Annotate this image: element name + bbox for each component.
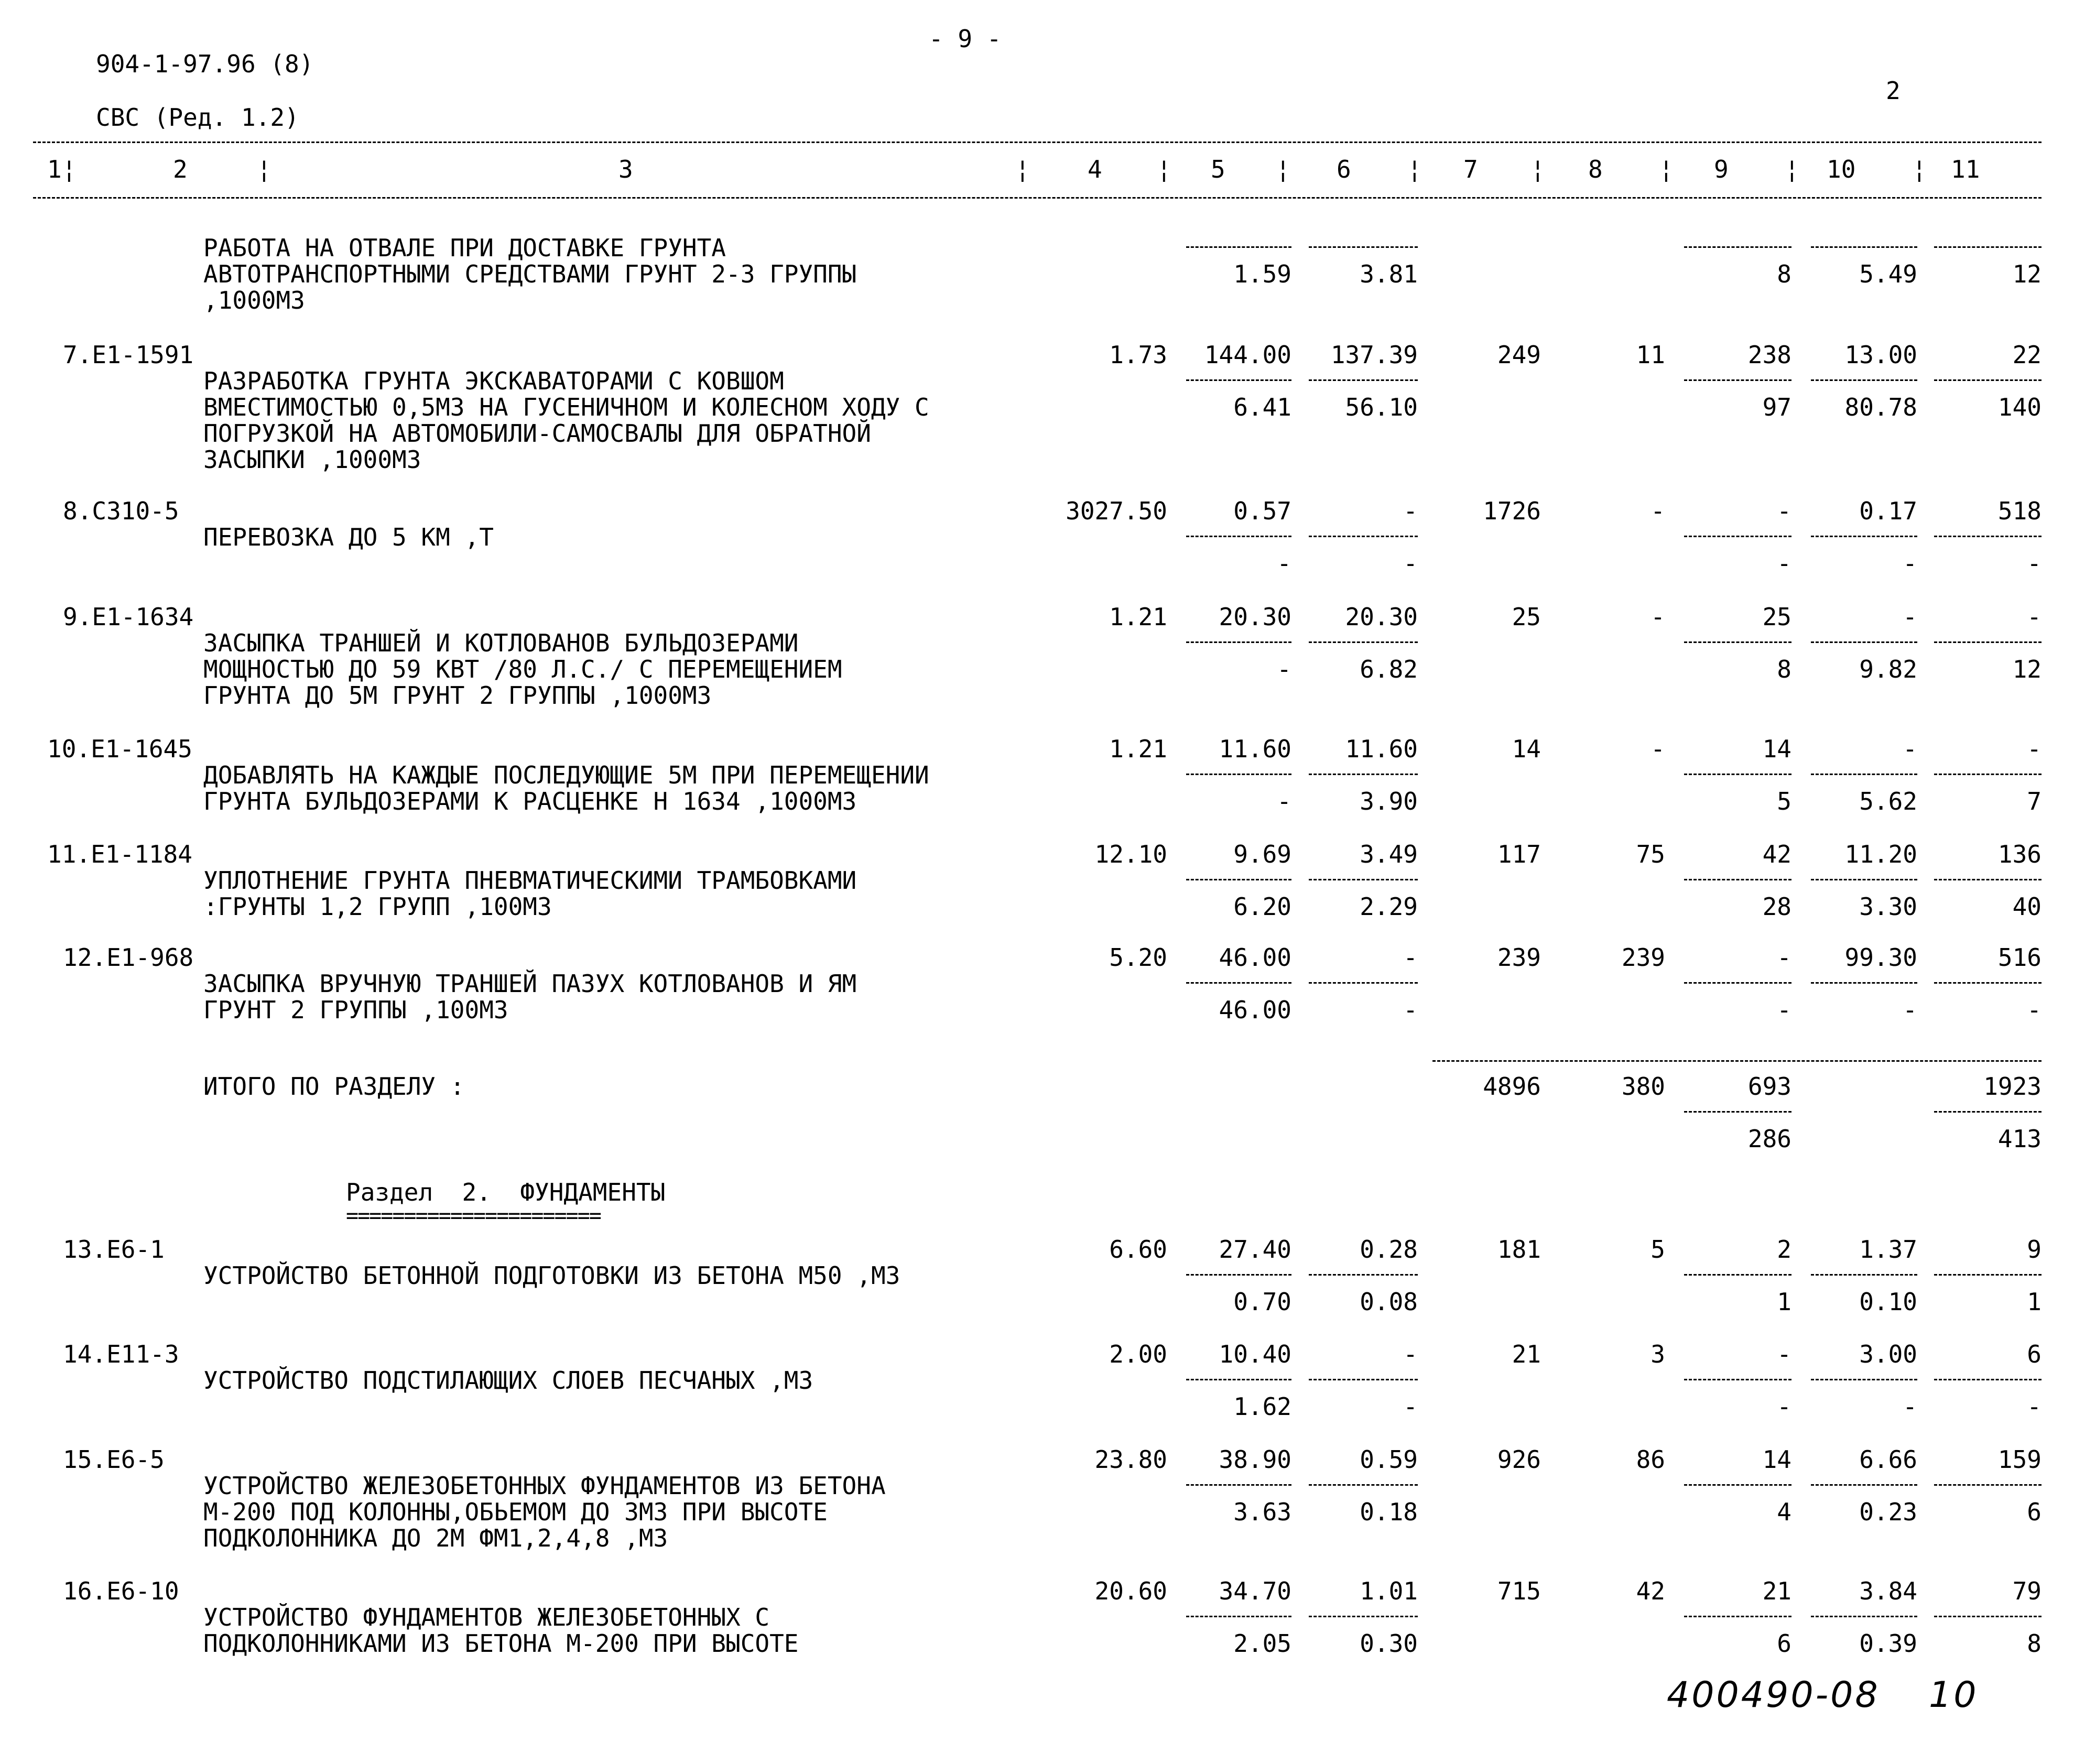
- column-header-10: 10: [1827, 155, 1856, 183]
- cell-c9-top: 14: [1762, 1445, 1791, 1474]
- row-description-line: М-200 ПОД КОЛОННЫ,ОБЬЕМОМ ДО 3М3 ПРИ ВЫСОТЕ: [203, 1498, 828, 1526]
- cell-c10-bottom: 3.30: [1859, 892, 1917, 921]
- total-col11-bottom: 413: [1997, 1125, 2042, 1153]
- cell-c5-bottom: 6.41: [1233, 393, 1291, 421]
- cell-c11-divider: [1934, 379, 2042, 381]
- cell-c9-divider: [1684, 879, 1791, 880]
- column-separator: ¦: [1912, 155, 1927, 183]
- cell-c10-divider: [1811, 641, 1917, 643]
- cell-c6-bottom: 2.29: [1360, 892, 1418, 921]
- cell-c11-divider: [1934, 982, 2042, 984]
- row-description-line: ПОДКОЛОННИКА ДО 2М ФМ1,2,4,8 ,М3: [203, 1524, 668, 1552]
- column-separator: ¦: [62, 155, 77, 183]
- cell-c10-bottom: 0.10: [1859, 1288, 1917, 1316]
- cell-c5-divider: [1186, 982, 1291, 984]
- row-code: 7.Е1-1591: [63, 341, 194, 369]
- total-col11-top: 1923: [1983, 1072, 2042, 1101]
- page-marker: - 9 -: [929, 25, 1002, 53]
- row-description-line: ЗАСЫПКИ ,1000М3: [203, 445, 421, 474]
- cell-c10-divider: [1811, 1616, 1917, 1617]
- cell-c9-top: 238: [1747, 341, 1791, 369]
- header-top-rule: [33, 141, 2042, 143]
- row-description-line: УСТРОЙСТВО ПОДСТИЛАЮЩИХ СЛОЕВ ПЕСЧАНЫХ ,М3: [203, 1366, 813, 1395]
- cell-c10-top: 11.20: [1844, 840, 1917, 868]
- row-code: 12.Е1-968: [63, 943, 194, 972]
- row-description-line: ГРУНТА ДО 5М ГРУНТ 2 ГРУППЫ ,1000М3: [203, 681, 712, 710]
- cell-c5-bottom: 1.59: [1233, 260, 1291, 288]
- cell-c9-top: 25: [1762, 603, 1791, 631]
- cell-c4: 1.73: [1109, 341, 1167, 369]
- row-description-line: ЗАСЫПКА ТРАНШЕЙ И КОТЛОВАНОВ БУЛЬДОЗЕРАМИ: [203, 629, 799, 657]
- cell-c11-bottom: 1: [2027, 1288, 2042, 1316]
- cell-c4: 2.00: [1109, 1340, 1167, 1368]
- cell-c11-top: -: [2027, 735, 2042, 763]
- cell-c8: -: [1650, 497, 1665, 525]
- cell-c11-divider: [1934, 536, 2042, 537]
- cell-c9-bottom: -: [1777, 996, 1791, 1024]
- cell-c5-top: 144.00: [1204, 341, 1291, 369]
- cell-c11-top: 159: [1997, 1445, 2042, 1474]
- cell-c5-top: 9.69: [1233, 840, 1291, 868]
- cell-c6-divider: [1309, 774, 1418, 775]
- row-description-line: ВМЕСТИМОСТЬЮ 0,5М3 НА ГУСЕНИЧНОМ И КОЛЕСНОМ ХОДУ С: [203, 393, 929, 421]
- cell-c5-top: 20.30: [1219, 603, 1291, 631]
- cell-c9-divider: [1684, 1274, 1791, 1276]
- cell-c5-divider: [1186, 641, 1291, 643]
- row-code: 11.Е1-1184: [47, 840, 192, 868]
- cell-c5-divider: [1186, 1379, 1291, 1380]
- row-description-line: УСТРОЙСТВО ЖЕЛЕЗОБЕТОННЫХ ФУНДАМЕНТОВ ИЗ БЕТОНА: [203, 1472, 886, 1500]
- cell-c9-bottom: 4: [1777, 1498, 1791, 1526]
- cell-c7: 926: [1497, 1445, 1541, 1474]
- column-header-11: 11: [1951, 155, 1980, 183]
- total-col9-bottom: 286: [1747, 1125, 1791, 1153]
- row-description-line: УПЛОТНЕНИЕ ГРУНТА ПНЕВМАТИЧЕСКИМИ ТРАМБОВКАМИ: [203, 866, 857, 895]
- doc-code: 904-1-97.96 (8): [96, 50, 314, 78]
- column-separator: ¦: [1530, 155, 1545, 183]
- cell-c11-divider: [1934, 1616, 2042, 1617]
- column-separator: ¦: [1276, 155, 1290, 183]
- cell-c6-top: -: [1403, 1340, 1418, 1368]
- section-2-underline: ======================: [346, 1204, 601, 1228]
- column-header-5: 5: [1211, 155, 1225, 183]
- cell-c6-top: 3.49: [1360, 840, 1418, 868]
- cell-c6-bottom: -: [1403, 1392, 1418, 1421]
- cell-c11-top: 516: [1997, 943, 2042, 972]
- cell-c6-bottom: 6.82: [1360, 655, 1418, 683]
- column-header-1: 1: [47, 155, 62, 183]
- row-code: 13.Е6-1: [63, 1235, 165, 1264]
- cell-c6-bottom: 56.10: [1345, 393, 1418, 421]
- column-header-8: 8: [1588, 155, 1603, 183]
- cell-c7: 25: [1512, 603, 1541, 631]
- row-code: 16.Е6-10: [63, 1577, 179, 1605]
- cell-c10-bottom: 0.23: [1859, 1498, 1917, 1526]
- cell-c11-bottom: 6: [2027, 1498, 2042, 1526]
- cell-c10-divider: [1811, 536, 1917, 537]
- cell-c9-top: 14: [1762, 735, 1791, 763]
- cell-c11-top: 518: [1997, 497, 2042, 525]
- cell-c11-top: 79: [2012, 1577, 2042, 1605]
- cell-c10-bottom: -: [1903, 1392, 1917, 1421]
- column-separator: ¦: [257, 155, 272, 183]
- cell-c6-top: -: [1403, 497, 1418, 525]
- cell-c5-bottom: -: [1277, 549, 1291, 578]
- cell-c11-top: -: [2027, 603, 2042, 631]
- cell-c9-divider: [1684, 774, 1791, 775]
- total-col7: 4896: [1483, 1072, 1541, 1101]
- total-col9-top: 693: [1747, 1072, 1791, 1101]
- cell-c9-divider: [1684, 246, 1791, 248]
- cell-c11-divider: [1934, 774, 2042, 775]
- cell-c10-top: -: [1903, 735, 1917, 763]
- total-label: ИТОГО ПО РАЗДЕЛУ :: [203, 1072, 465, 1101]
- cell-c7: 249: [1497, 341, 1541, 369]
- cell-c5-bottom: 46.00: [1219, 996, 1291, 1024]
- cell-c9-top: -: [1777, 497, 1791, 525]
- cell-c7: 21: [1512, 1340, 1541, 1368]
- column-separator: ¦: [1407, 155, 1422, 183]
- cell-c6-divider: [1309, 982, 1418, 984]
- cell-c7: 239: [1497, 943, 1541, 972]
- cell-c10-bottom: 5.62: [1859, 787, 1917, 815]
- row-description-line: УСТРОЙСТВО БЕТОННОЙ ПОДГОТОВКИ ИЗ БЕТОНА М50 ,М3: [203, 1261, 900, 1290]
- cell-c6-bottom: 0.30: [1360, 1629, 1418, 1658]
- cell-c10-bottom: -: [1903, 996, 1917, 1024]
- cell-c9-bottom: -: [1777, 549, 1791, 578]
- cell-c11-bottom: 12: [2012, 260, 2042, 288]
- cell-c11-bottom: -: [2027, 996, 2042, 1024]
- row-description-line: ДОБАВЛЯТЬ НА КАЖДЫЕ ПОСЛЕДУЮЩИЕ 5М ПРИ ПЕРЕМЕЩЕНИИ: [203, 761, 929, 789]
- column-separator: ¦: [1659, 155, 1674, 183]
- cell-c6-divider: [1309, 536, 1418, 537]
- cell-c10-top: 3.84: [1859, 1577, 1917, 1605]
- cell-c6-bottom: 3.90: [1360, 787, 1418, 815]
- cell-c5-divider: [1186, 536, 1291, 537]
- cell-c11-divider: [1934, 641, 2042, 643]
- cell-c11-top: 136: [1997, 840, 2042, 868]
- row-description-line: ,1000М3: [203, 286, 305, 314]
- cell-c11-divider: [1934, 1274, 2042, 1276]
- cell-c11-bottom: 40: [2012, 892, 2042, 921]
- cell-c7: 117: [1497, 840, 1541, 868]
- cell-c5-divider: [1186, 246, 1291, 248]
- cell-c10-top: 3.00: [1859, 1340, 1917, 1368]
- row-description-line: УСТРОЙСТВО ФУНДАМЕНТОВ ЖЕЛЕЗОБЕТОННЫХ С: [203, 1603, 770, 1631]
- cell-c10-divider: [1811, 246, 1917, 248]
- cell-c5-bottom: -: [1277, 655, 1291, 683]
- cell-c10-top: -: [1903, 603, 1917, 631]
- column-header-3: 3: [618, 155, 633, 183]
- cell-c10-bottom: 80.78: [1844, 393, 1917, 421]
- cell-c9-divider: [1684, 1379, 1791, 1380]
- cell-c5-top: 11.60: [1219, 735, 1291, 763]
- row-code: 9.Е1-1634: [63, 603, 194, 631]
- column-header-6: 6: [1337, 155, 1351, 183]
- cell-c11-divider: [1934, 1484, 2042, 1486]
- cell-c5-top: 38.90: [1219, 1445, 1291, 1474]
- cell-c6-divider: [1309, 641, 1418, 643]
- column-separator: ¦: [1015, 155, 1030, 183]
- row-code: 14.Е11-3: [63, 1340, 179, 1368]
- cell-c9-bottom: 1: [1777, 1288, 1791, 1316]
- cell-c5-top: 46.00: [1219, 943, 1291, 972]
- cell-c6-top: 1.01: [1360, 1577, 1418, 1605]
- cell-c10-divider: [1811, 379, 1917, 381]
- row-description-line: АВТОТРАНСПОРТНЫМИ СРЕДСТВАМИ ГРУНТ 2-3 ГРУППЫ: [203, 260, 857, 288]
- sheet-number: 2: [1886, 77, 1901, 105]
- cell-c6-top: 0.28: [1360, 1235, 1418, 1264]
- cell-c9-divider: [1684, 379, 1791, 381]
- cell-c10-bottom: 5.49: [1859, 260, 1917, 288]
- cell-c6-divider: [1309, 879, 1418, 880]
- cell-c6-top: 0.59: [1360, 1445, 1418, 1474]
- cell-c4: 1.21: [1109, 735, 1167, 763]
- cell-c4: 20.60: [1094, 1577, 1167, 1605]
- cell-c5-divider: [1186, 1484, 1291, 1486]
- cell-c9-bottom: -: [1777, 1392, 1791, 1421]
- cell-c11-bottom: 8: [2027, 1629, 2042, 1658]
- cell-c6-bottom: 3.81: [1360, 260, 1418, 288]
- cell-c11-bottom: -: [2027, 549, 2042, 578]
- cell-c6-divider: [1309, 246, 1418, 248]
- cell-c6-bottom: -: [1403, 996, 1418, 1024]
- cell-c8: 3: [1650, 1340, 1665, 1368]
- cell-c9-top: -: [1777, 1340, 1791, 1368]
- cell-c6-divider: [1309, 379, 1418, 381]
- total-col8: 380: [1621, 1072, 1665, 1101]
- row-description-line: МОЩНОСТЬЮ ДО 59 КВТ /80 Л.С./ С ПЕРЕМЕЩЕНИЕМ: [203, 655, 842, 683]
- cell-c5-bottom: 3.63: [1233, 1498, 1291, 1526]
- cell-c5-divider: [1186, 774, 1291, 775]
- cell-c10-divider: [1811, 879, 1917, 880]
- cell-c10-top: 13.00: [1844, 341, 1917, 369]
- cell-c9-bottom: 8: [1777, 655, 1791, 683]
- cell-c5-top: 27.40: [1219, 1235, 1291, 1264]
- row-description-line: ЗАСЫПКА ВРУЧНУЮ ТРАНШЕЙ ПАЗУХ КОТЛОВАНОВ И ЯМ: [203, 970, 857, 998]
- row-description-line: ПОДКОЛОННИКАМИ ИЗ БЕТОНА М-200 ПРИ ВЫСОТЕ: [203, 1629, 799, 1658]
- cell-c4: 6.60: [1109, 1235, 1167, 1264]
- total-top-rule: [1432, 1060, 2042, 1062]
- cell-c8: 42: [1636, 1577, 1665, 1605]
- cell-c4: 12.10: [1094, 840, 1167, 868]
- column-header-2: 2: [173, 155, 188, 183]
- cell-c11-bottom: -: [2027, 1392, 2042, 1421]
- cell-c9-bottom: 97: [1762, 393, 1791, 421]
- column-separator: ¦: [1157, 155, 1171, 183]
- cell-c6-top: 11.60: [1345, 735, 1418, 763]
- cell-c6-divider: [1309, 1379, 1418, 1380]
- cell-c10-divider: [1811, 1379, 1917, 1380]
- cell-c6-top: 20.30: [1345, 603, 1418, 631]
- cell-c8: -: [1650, 603, 1665, 631]
- cell-c5-bottom: 0.70: [1233, 1288, 1291, 1316]
- cell-c6-divider: [1309, 1484, 1418, 1486]
- cell-c5-top: 10.40: [1219, 1340, 1291, 1368]
- handwritten-page-number: 10: [1929, 1674, 1979, 1716]
- total-col11-divider: [1934, 1111, 2042, 1113]
- cell-c11-bottom: 12: [2012, 655, 2042, 683]
- row-description-line: ГРУНТ 2 ГРУППЫ ,100М3: [203, 996, 508, 1024]
- row-code: 15.Е6-5: [63, 1445, 165, 1474]
- cell-c10-top: 99.30: [1844, 943, 1917, 972]
- cell-c5-bottom: 2.05: [1233, 1629, 1291, 1658]
- section-2-title: Раздел 2. ФУНДАМЕНТЫ: [346, 1178, 666, 1206]
- cell-c8: 239: [1621, 943, 1665, 972]
- cell-c10-bottom: 9.82: [1859, 655, 1917, 683]
- cell-c8: 75: [1636, 840, 1665, 868]
- cell-c11-top: 9: [2027, 1235, 2042, 1264]
- total-col9-divider: [1684, 1111, 1791, 1113]
- cell-c9-bottom: 8: [1777, 260, 1791, 288]
- cell-c7: 14: [1512, 735, 1541, 763]
- cell-c8: -: [1650, 735, 1665, 763]
- cell-c4: 23.80: [1094, 1445, 1167, 1474]
- cell-c10-bottom: 0.39: [1859, 1629, 1917, 1658]
- cell-c9-divider: [1684, 982, 1791, 984]
- cell-c5-bottom: 6.20: [1233, 892, 1291, 921]
- cell-c10-top: 1.37: [1859, 1235, 1917, 1264]
- svc-version: СВС (Ред. 1.2): [96, 103, 299, 132]
- row-description-line: РАБОТА НА ОТВАЛЕ ПРИ ДОСТАВКЕ ГРУНТА: [203, 234, 726, 262]
- cell-c6-divider: [1309, 1616, 1418, 1617]
- cell-c10-divider: [1811, 1484, 1917, 1486]
- cell-c11-divider: [1934, 246, 2042, 248]
- column-header-4: 4: [1088, 155, 1102, 183]
- cell-c4: 1.21: [1109, 603, 1167, 631]
- handwritten-archive-code: 400490-08: [1667, 1674, 1880, 1716]
- cell-c6-top: -: [1403, 943, 1418, 972]
- cell-c11-bottom: 7: [2027, 787, 2042, 815]
- cell-c11-divider: [1934, 879, 2042, 880]
- cell-c4: 5.20: [1109, 943, 1167, 972]
- cell-c8: 86: [1636, 1445, 1665, 1474]
- cell-c10-divider: [1811, 982, 1917, 984]
- column-separator: ¦: [1785, 155, 1799, 183]
- cell-c5-bottom: 1.62: [1233, 1392, 1291, 1421]
- cell-c7: 1726: [1483, 497, 1541, 525]
- cell-c10-divider: [1811, 1274, 1917, 1276]
- cell-c4: 3027.50: [1066, 497, 1167, 525]
- cell-c5-divider: [1186, 379, 1291, 381]
- row-code: 8.С310-5: [63, 497, 179, 525]
- cell-c10-bottom: -: [1903, 549, 1917, 578]
- row-description-line: ПЕРЕВОЗКА ДО 5 КМ ,Т: [203, 523, 494, 551]
- cell-c9-top: -: [1777, 943, 1791, 972]
- cell-c10-divider: [1811, 774, 1917, 775]
- cell-c7: 715: [1497, 1577, 1541, 1605]
- cell-c9-bottom: 6: [1777, 1629, 1791, 1658]
- cell-c9-divider: [1684, 536, 1791, 537]
- cell-c6-bottom: -: [1403, 549, 1418, 578]
- cell-c6-bottom: 0.18: [1360, 1498, 1418, 1526]
- cell-c6-divider: [1309, 1274, 1418, 1276]
- cell-c6-bottom: 0.08: [1360, 1288, 1418, 1316]
- cell-c11-top: 6: [2027, 1340, 2042, 1368]
- cell-c11-bottom: 140: [1997, 393, 2042, 421]
- header-bottom-rule: [33, 197, 2042, 199]
- cell-c8: 5: [1650, 1235, 1665, 1264]
- cell-c9-divider: [1684, 641, 1791, 643]
- cell-c5-divider: [1186, 1274, 1291, 1276]
- cell-c9-divider: [1684, 1616, 1791, 1617]
- cell-c10-top: 0.17: [1859, 497, 1917, 525]
- cell-c5-divider: [1186, 879, 1291, 880]
- cell-c5-top: 0.57: [1233, 497, 1291, 525]
- cell-c5-top: 34.70: [1219, 1577, 1291, 1605]
- cell-c5-divider: [1186, 1616, 1291, 1617]
- row-code: 10.Е1-1645: [47, 735, 192, 763]
- row-description-line: ГРУНТА БУЛЬДОЗЕРАМИ К РАСЦЕНКЕ Н 1634 ,1000М3: [203, 787, 857, 815]
- cell-c9-bottom: 5: [1777, 787, 1791, 815]
- cell-c7: 181: [1497, 1235, 1541, 1264]
- cell-c9-divider: [1684, 1484, 1791, 1486]
- column-header-7: 7: [1463, 155, 1478, 183]
- column-header-9: 9: [1714, 155, 1729, 183]
- cell-c9-bottom: 28: [1762, 892, 1791, 921]
- cell-c11-divider: [1934, 1379, 2042, 1380]
- cell-c5-bottom: -: [1277, 787, 1291, 815]
- cell-c10-top: 6.66: [1859, 1445, 1917, 1474]
- cell-c9-top: 2: [1777, 1235, 1791, 1264]
- cell-c9-top: 42: [1762, 840, 1791, 868]
- cell-c11-top: 22: [2012, 341, 2042, 369]
- cell-c8: 11: [1636, 341, 1665, 369]
- row-description-line: ПОГРУЗКОЙ НА АВТОМОБИЛИ-САМОСВАЛЫ ДЛЯ ОБРАТНОЙ: [203, 419, 871, 448]
- row-description-line: :ГРУНТЫ 1,2 ГРУПП ,100М3: [203, 892, 552, 921]
- cell-c9-top: 21: [1762, 1577, 1791, 1605]
- cell-c6-top: 137.39: [1330, 341, 1418, 369]
- row-description-line: РАЗРАБОТКА ГРУНТА ЭКСКАВАТОРАМИ С КОВШОМ: [203, 367, 784, 395]
